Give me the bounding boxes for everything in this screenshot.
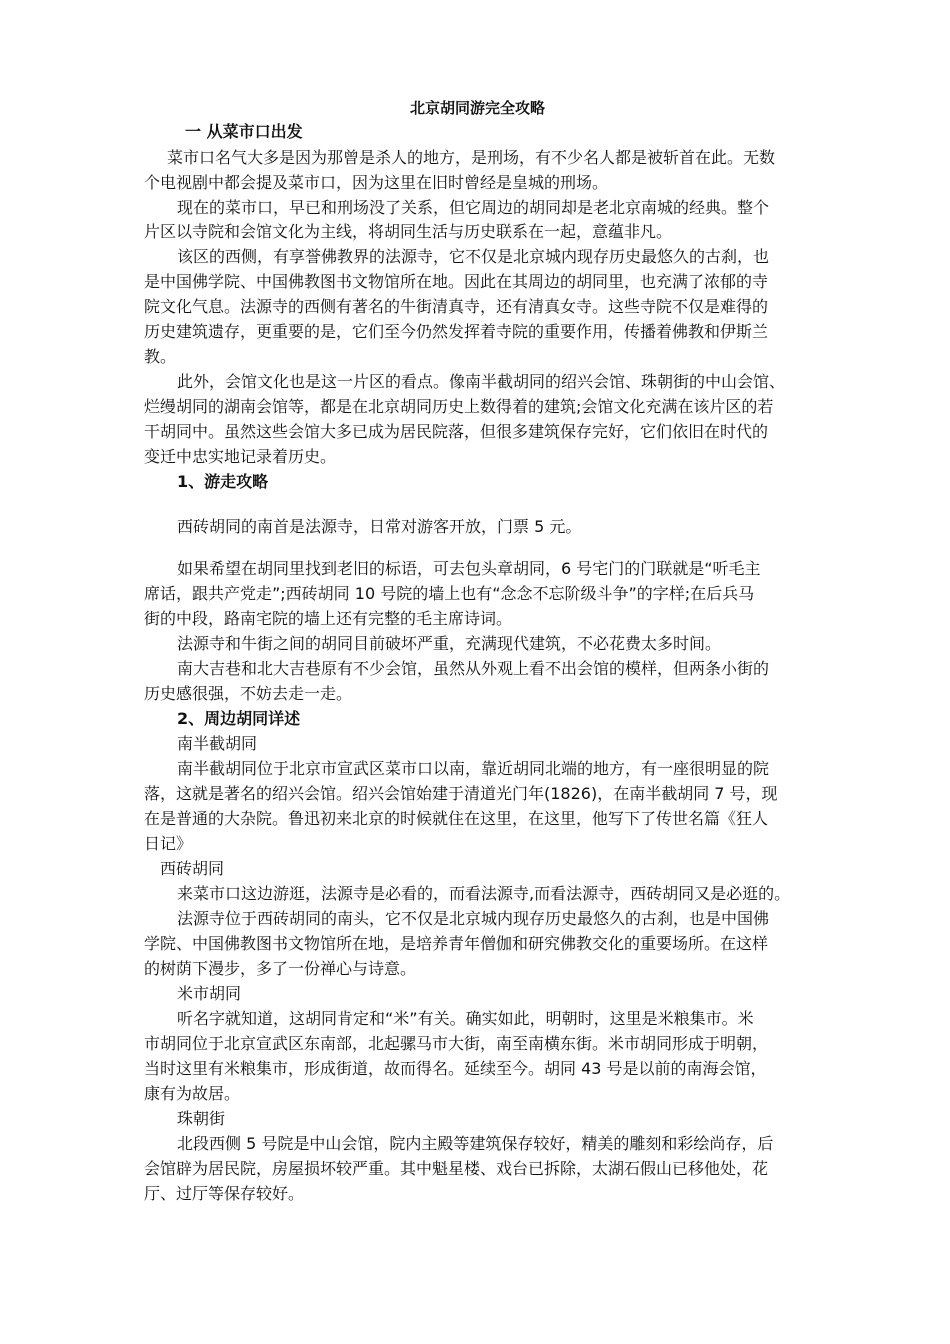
- body-line: 南大吉巷和北大吉巷原有不少会馆，虽然从外观上看不出会馆的模样，但两条小街的: [177, 659, 770, 678]
- body-line: 历史感很强，不妨去走一走。: [144, 684, 353, 703]
- body-line: 个电视剧中都会提及菜市口，因为这里在旧时曾经是皇城的刑场。: [144, 173, 609, 192]
- body-line: 是中国佛学院、中国佛教图书文物馆所在地。因此在其周边的胡同里，也充满了浓郁的寺: [144, 272, 769, 291]
- body-line: 当时这里有米粮集市，形成街道，故而得名。延续至今。胡同 43 号是以前的南海会馆，: [144, 1059, 767, 1078]
- body-line: 历史建筑遗存，更重要的是，它们至今仍然发挥着寺院的重要作用，传播着佛教和伊斯兰: [144, 322, 769, 341]
- body-line: 南半截胡同位于北京市宣武区菜市口以南，靠近胡同北端的地方，有一座很明显的院: [177, 759, 770, 778]
- body-line: 教。: [144, 347, 177, 366]
- body-line: 如果希望在胡同里找到老旧的标语，可去包头章胡同，6 号宅门的门联就是“听毛主: [177, 559, 761, 578]
- body-line: 日记》: [144, 834, 193, 853]
- body-line: 法源寺位于西砖胡同的南头，它不仅是北京城内现存历史最悠久的古刹，也是中国佛: [177, 909, 770, 928]
- body-line: 的树荫下漫步，多了一份禅心与诗意。: [144, 959, 417, 978]
- body-line: 干胡同中。虽然这些会馆大多已成为居民院落，但很多建筑保存完好，它们依旧在时代的: [144, 422, 769, 441]
- body-line: 听名字就知道，这胡同肯定和“米”有关。确实如此，明朝时，这里是米粮集市。米: [177, 1009, 754, 1028]
- street-heading: 米市胡同: [177, 984, 242, 1003]
- body-line: 法源寺和牛街之间的胡同目前破坏严重，充满现代建筑，不必花费太多时间。: [177, 634, 722, 653]
- body-line: 市胡同位于北京宣武区东南部，北起骡马市大街，南至南横东街。米市胡同形成于明朝，: [144, 1034, 769, 1053]
- body-line: 现在的菜市口，早已和刑场没了关系，但它周边的胡同却是老北京南城的经典。整个: [177, 198, 770, 217]
- subsection-heading: 1、游走攻略: [177, 472, 269, 491]
- subsection-heading: 2、周边胡同详述: [177, 709, 301, 728]
- body-line: 该区的西侧，有享誉佛教界的法源寺，它不仅是北京城内现存历史最悠久的古刹，也: [177, 247, 770, 266]
- body-line: 片区以寺院和会馆文化为主线，将胡同生活与历史联系在一起，意蕴非凡。: [144, 222, 673, 241]
- body-line: 院文化气息。法源寺的西侧有著名的牛街清真寺，还有清真女寺。这些寺院不仅是难得的: [144, 297, 769, 316]
- body-line: 厅、过厅等保存较好。: [144, 1184, 305, 1203]
- body-line: 菜市口名气大多是因为那曾是杀人的地方，是刑场，有不少名人都是被斩首在此。无数: [167, 148, 776, 167]
- body-line: 烂缦胡同的湖南会馆等，都是在北京胡同历史上数得着的建筑;会馆文化充满在该片区的若: [144, 397, 774, 416]
- street-heading: 珠朝街: [177, 1109, 226, 1128]
- body-line: 康有为故居。: [144, 1084, 241, 1103]
- body-line: 变迁中忠实地记录着历史。: [144, 447, 337, 466]
- section-heading: 一 从菜市口出发: [185, 122, 303, 141]
- street-heading: 南半截胡同: [177, 734, 258, 753]
- document-title: 北京胡同游完全攻略: [410, 99, 546, 117]
- body-line: 北段西侧 5 号院是中山会馆，院内主殿等建筑保存较好，精美的雕刻和彩绘尚存，后: [177, 1134, 774, 1153]
- street-heading: 西砖胡同: [160, 859, 225, 878]
- body-line: 会馆辟为居民院，房屋损坏较严重。其中魁星楼、戏台已拆除，太湖石假山已移他处，花: [144, 1159, 769, 1178]
- body-line: 西砖胡同的南首是法源寺，日常对游客开放，门票 5 元。: [177, 517, 582, 536]
- body-line: 街的中段，路南宅院的墙上还有完整的毛主席诗词。: [144, 609, 513, 628]
- body-line: 席话，跟共产党走”;西砖胡同 10 号院的墙上也有“念念不忘阶级斗争”的字样;在后兵马: [144, 584, 755, 603]
- body-line: 来菜市口这边游逛，法源寺是必看的，而看法源寺,而看法源寺，西砖胡同又是必逛的。: [177, 884, 791, 903]
- body-line: 学院、中国佛教图书文物馆所在地，是培养青年僧伽和研究佛教交化的重要场所。在这样: [144, 934, 769, 953]
- body-line: 落，这就是著名的绍兴会馆。绍兴会馆始建于清道光门年(1826)，在南半截胡同 7 号，现: [144, 784, 778, 803]
- body-line: 在是普通的大杂院。鲁迅初来北京的时候就住在这里，在这里，他写下了传世名篇《狂人: [144, 809, 769, 828]
- body-line: 此外，会馆文化也是这一片区的看点。像南半截胡同的绍兴会馆、珠朝街的中山会馆、: [177, 372, 786, 391]
